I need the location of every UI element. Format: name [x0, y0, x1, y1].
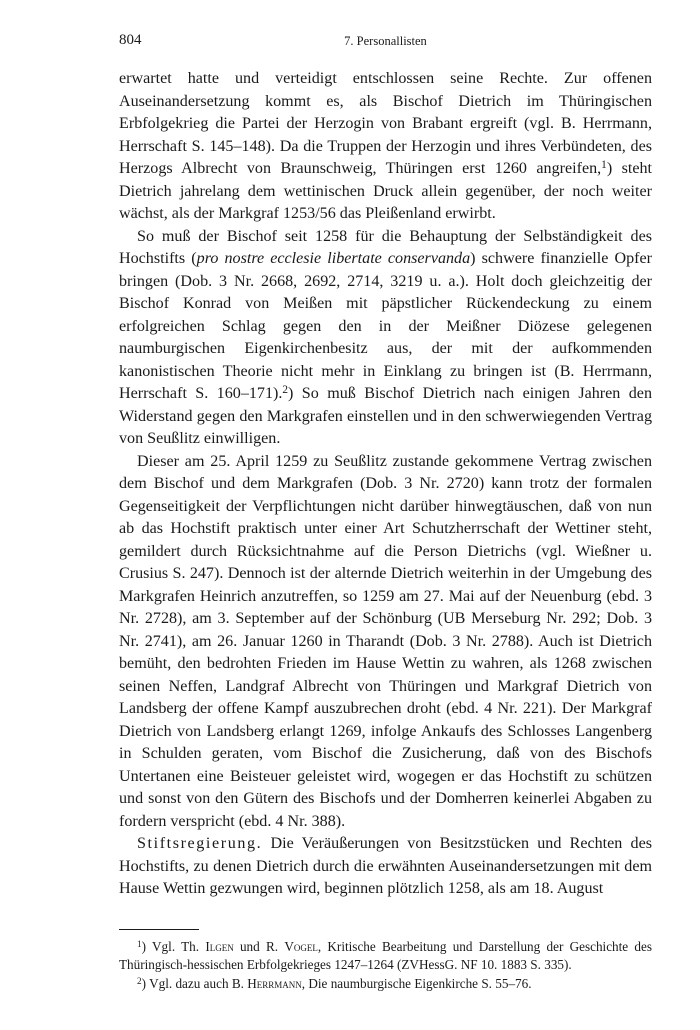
running-head: 7. Personallisten	[344, 34, 427, 48]
footnote-divider	[119, 929, 199, 930]
body-text	[119, 68, 652, 901]
footnotes	[119, 938, 652, 994]
footnote-1: $^1$) Vgl. Th. Ilgen und R. Vogel, Kritische Bearbeitung und Darstellung der Geschichte des Thüringisch-hessischen Erbfolgekrieges 1247–1264 (ZVHessG. NF 10. 1883 S. 335).	[119, 938, 652, 972]
paragraph-1: erwartet hatte und verteidigt entschlossen seine Rechte. Zur offenen Auseinandersetzung kommt es, als Bischof Dietrich im Thüringischen Erbfolgekrieg die Partei der Herzogin von Brabant ergreift (vgl. B. Herrmann, Herrschaft S. 145–148). Da die Truppen der Herzogin und ihres Verbündeten, des Herzogs Albrecht von Braunschweig, Thüringen erst 1260 angreifen,$^1$) steht Dietrich jahrelang dem wettinischen Druck allein gegenüber, der noch weiter wächst, als der Markgraf 1253/56 das Pleißenland erwirbt.	[119, 70, 652, 222]
section-heading: Stiftsregierung.	[137, 835, 263, 852]
footnote-mark: 1	[137, 938, 142, 949]
footnote-2: $^2$) Vgl. dazu auch B. Herrmann, Die naumburgische Eigenkirche S. 55–76.	[137, 975, 532, 991]
author-name: Ilgen	[205, 938, 234, 954]
page-header	[119, 22, 652, 52]
author-name: Vogel	[284, 938, 318, 954]
footnote-ref-2: 2	[282, 383, 289, 396]
paragraph-3: Dieser am 25. April 1259 zu Seußlitz zustande gekommene Vertrag zwischen dem Bischof und dem Markgrafen (Dob. 3 Nr. 2720) kann trotz der formalen Gegenseitigkeit der Verpflichtungen nicht darüber hinwegtäuschen, daß von nun ab das Hochstift praktisch unter einer Art Schutzherrschaft der Wettiner steht, gemildert durch Rücksichtnahme auf die Person Dietrichs (vgl. Wießner u. Crusius S. 247). Dennoch ist der alternde Dietrich weiterhin in der Umgebung des Markgrafen Heinrich anzutreffen, so 1259 am 27. Mai auf der Neuenburg (ebd. 3 Nr. 2728), am 3. September auf der Schönburg (UB Merseburg Nr. 292; Dob. 3 Nr. 2741), am 26. Januar 1260 in Tharandt (Dob. 3 Nr. 2788). Auch ist Dietrich bemüht, den bedrohten Frieden im Hause Wettin zu wahren, als 1268 zwischen seinen Neffen, Landgraf Albrecht von Thüringen und Markgraf Dietrich von Landsberg der offene Kampf auszubrechen droht (ebd. 4 Nr. 221). Der Markgraf Dietrich von Landsberg erlangt 1269, infolge Ankaufs des Schlosses Langenberg in Schulden geraten, vom Bischof die Zusicherung, daß von des Bischofs Untertanen eine Beisteuer geleistet wird, wogegen er das Hochstift zu schützen und sonst von den Gütern des Bischofs und der Domherren keinerlei Abgaben zu fordern verspricht (ebd. 4 Nr. 388).	[119, 452, 652, 830]
footnote-mark: 2	[137, 975, 142, 986]
author-name: Herrmann	[247, 975, 302, 991]
footnote-ref-1: 1	[601, 158, 607, 171]
paragraph-4: Stiftsregierung. Die Veräußerungen von Besitzstücken und Rechten des Hochstifts, zu denen Dietrich durch die erwähnten Auseinandersetzungen mit dem Hause Wettin gezwungen wird, beginnen plötzlich 1258, als am 18. August	[119, 835, 652, 897]
page-number: 804	[119, 32, 142, 48]
document-page	[119, 22, 652, 993]
paragraph-2: So muß der Bischof seit 1258 für die Behauptung der Selbständigkeit des Hochstifts (pro nostre ecclesie libertate conservanda) schwere finanzielle Opfer bringen (Dob. 3 Nr. 2668, 2692, 2714, 3219 u. a.). Holt doch gleichzeitig der Bischof Konrad von Meißen mit päpstlicher Rückendeckung zu einem erfolgreichen Schlag gegen den in der Meißner Diözese gelegenen naumburgischen Eigenkirchenbesitz aus, der mit der aufkommenden kanonistischen Theorie nicht mehr in Einklang zu bringen ist (B. Herrmann, Herrschaft S. 160–171).$^2$) So muß Bischof Dietrich nach einigen Jahren den Widerstand gegen den Markgrafen einstellen und in den schwerwiegenden Vertrag von Seußlitz einwilligen.	[119, 227, 653, 447]
latin-quote: pro nostre ecclesie libertate conservanda	[196, 250, 471, 267]
